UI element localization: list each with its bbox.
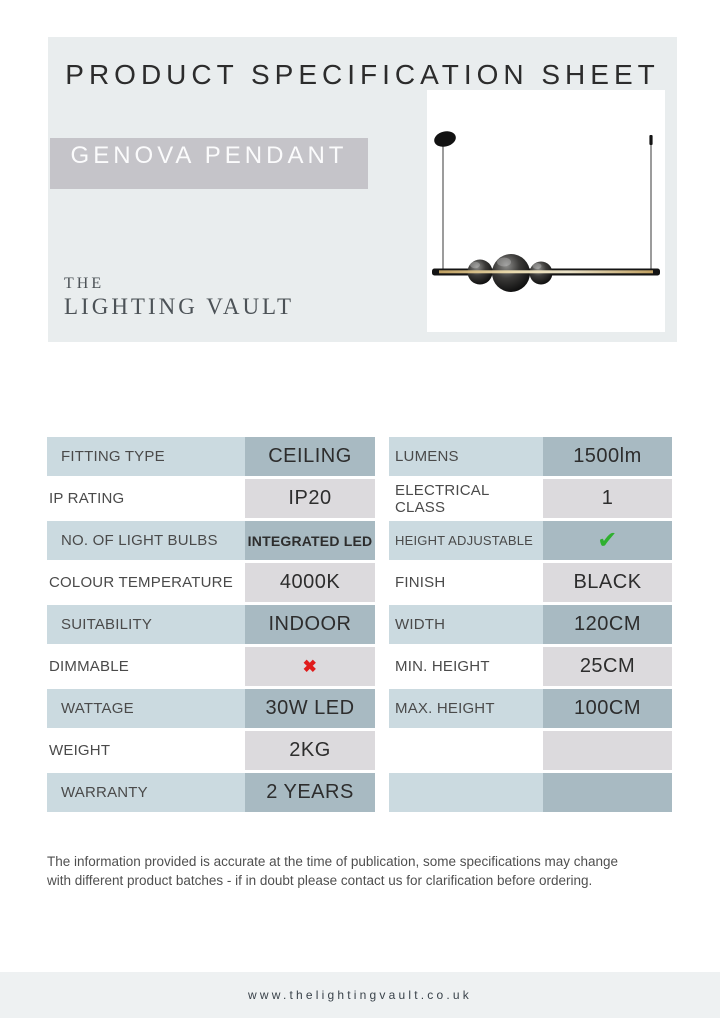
spec-label: FITTING TYPE (47, 437, 245, 476)
spec-label: MAX. HEIGHT (389, 689, 543, 728)
spec-value: CEILING (245, 437, 375, 476)
spec-row (389, 605, 672, 644)
spec-value: IP20 (245, 479, 375, 518)
spec-value (245, 647, 375, 686)
spec-row (389, 437, 672, 476)
spec-label: ELECTRICAL CLASS (395, 481, 489, 516)
spec-row (389, 563, 672, 602)
spec-value: 2KG (245, 731, 375, 770)
spec-label: WIDTH (389, 605, 543, 644)
wire-tip (649, 135, 652, 145)
spec-value: 25CM (543, 647, 672, 686)
spec-row (47, 479, 375, 518)
spec-row (389, 731, 672, 770)
footer-bar (0, 972, 720, 1018)
spec-label (389, 773, 543, 812)
led-strip (439, 270, 653, 273)
spec-label: LUMENS (389, 437, 543, 476)
spec-value (543, 731, 672, 770)
spec-value: 30W LED (245, 689, 375, 728)
sphere-highlight (470, 262, 480, 268)
spec-row (47, 563, 375, 602)
spec-row (389, 521, 672, 560)
ceiling-rose (433, 129, 458, 149)
spec-label: MIN. HEIGHT (395, 658, 490, 675)
spec-row (47, 437, 375, 476)
spec-row (389, 479, 672, 518)
spec-row (47, 647, 375, 686)
spec-label (389, 731, 543, 770)
disclaimer-line2: with different product batches - if in doubt please contact us for clarification before ordering. (47, 873, 593, 888)
spec-row (47, 521, 375, 560)
spec-label: COLOUR TEMPERATURE (49, 574, 233, 591)
disclaimer-text (47, 852, 687, 890)
spec-label: WEIGHT (49, 742, 111, 759)
spec-value: 100CM (543, 689, 672, 728)
website-link[interactable]: www.thelightingvault.co.uk (248, 988, 472, 1002)
spec-row (47, 605, 375, 644)
disclaimer-line1: The information provided is accurate at the time of publication, some specifications may change (47, 854, 619, 869)
spec-label: SUITABILITY (47, 605, 245, 644)
spec-value: 2 YEARS (245, 773, 375, 812)
spec-label: WARRANTY (47, 773, 245, 812)
page-title: PRODUCT SPECIFICATION SHEET (65, 59, 660, 90)
product-image (427, 90, 665, 332)
spec-row (47, 689, 375, 728)
sphere-highlight (533, 263, 542, 269)
spec-value: 1 (543, 479, 672, 518)
brand-name-line2: LIGHTING VAULT (64, 294, 295, 319)
spec-value: BLACK (543, 563, 672, 602)
product-name: GENOVA PENDANT (70, 142, 348, 169)
spec-value (543, 521, 672, 560)
spec-row (389, 647, 672, 686)
spec-label: HEIGHT ADJUSTABLE (389, 521, 543, 560)
brand-name-line1: THE (64, 275, 105, 292)
pendant-lamp-illustration (427, 90, 665, 332)
spec-value: 4000K (245, 563, 375, 602)
product-name-banner (50, 138, 368, 189)
spec-row (47, 731, 375, 770)
spec-label: FINISH (395, 574, 446, 591)
sphere-highlight (497, 258, 511, 267)
spec-value: INTEGRATED LED (245, 521, 375, 560)
spec-row (389, 689, 672, 728)
spec-value: INDOOR (245, 605, 375, 644)
brand-logo (64, 274, 294, 320)
spec-value: 1500lm (543, 437, 672, 476)
spec-table-left (47, 437, 375, 815)
spec-value (543, 773, 672, 812)
spec-label: IP RATING (49, 490, 125, 507)
spec-row (389, 773, 672, 812)
check-icon: ✔ (597, 526, 618, 554)
spec-label: DIMMABLE (49, 658, 129, 675)
spec-label: WATTAGE (47, 689, 245, 728)
spec-value: 120CM (543, 605, 672, 644)
spec-label: NO. OF LIGHT BULBS (47, 521, 245, 560)
spec-row (47, 773, 375, 812)
cross-icon: ✖ (302, 657, 318, 676)
spec-table-right (389, 437, 672, 815)
